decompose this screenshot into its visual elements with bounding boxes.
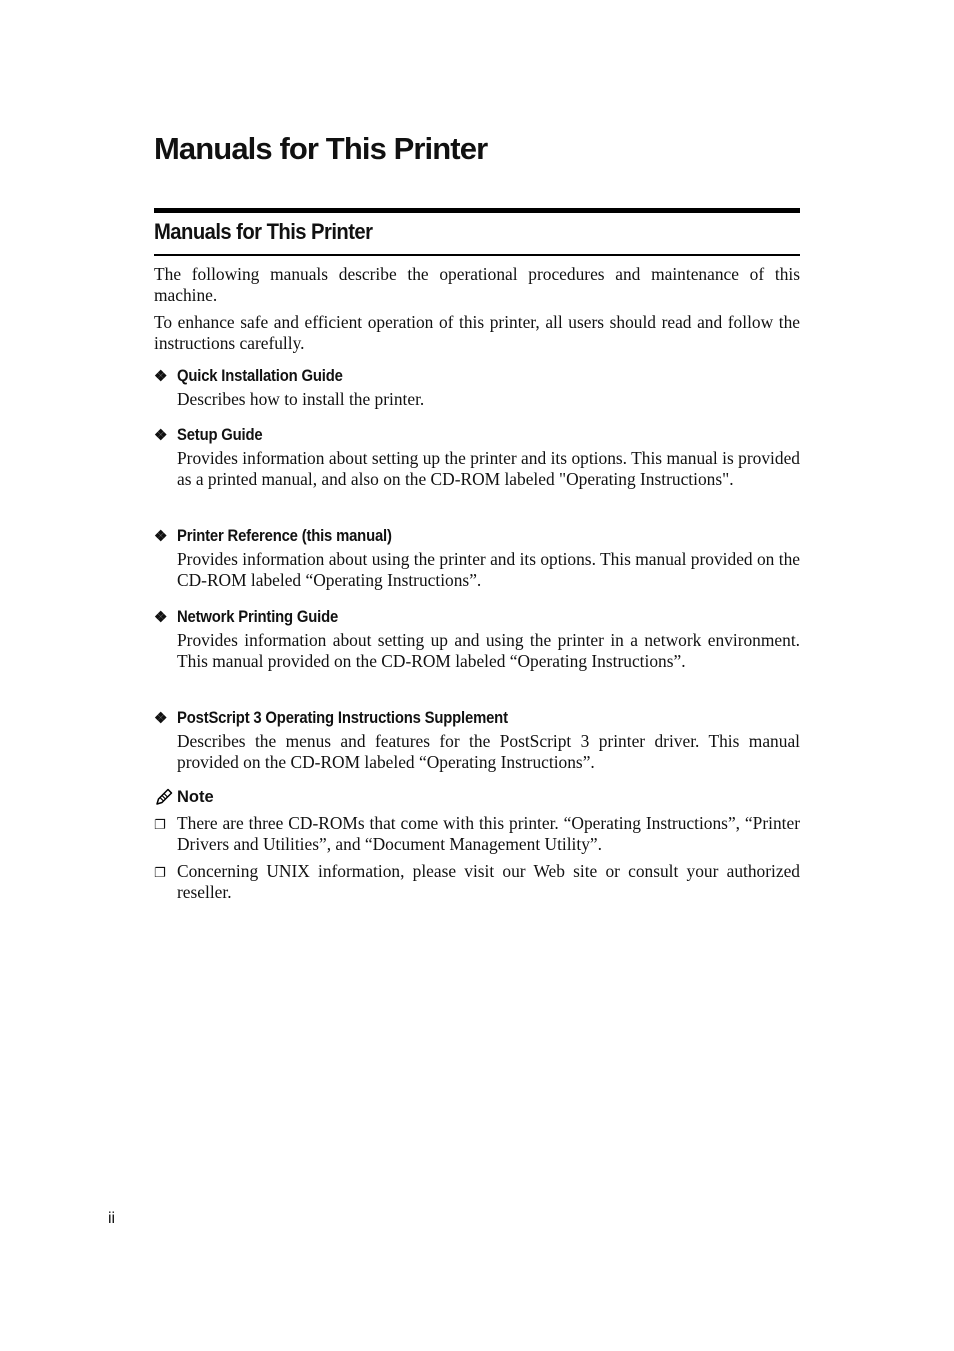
diamond-bullet-icon: ❖ xyxy=(154,368,168,385)
section-rule-thick xyxy=(154,208,800,213)
diamond-bullet-icon: ❖ xyxy=(154,528,168,545)
manual-title: Quick Installation Guide xyxy=(177,367,343,385)
page-title: Manuals for This Printer xyxy=(154,131,488,166)
diamond-bullet-icon: ❖ xyxy=(154,427,168,444)
manual-entry-network-printing xyxy=(154,608,800,672)
note-item xyxy=(154,813,800,855)
intro-paragraph-1: The following manuals describe the operational procedures and maintenance of this machine. xyxy=(154,264,800,305)
section-title: Manuals for This Printer xyxy=(154,219,373,244)
manual-entry-printer-reference xyxy=(154,527,800,591)
manual-description: Describes the menus and features for the PostScript 3 printer driver. This manual provided on the CD-ROM labeled “Operating Instructions”. xyxy=(177,731,800,772)
page-number: ii xyxy=(108,1210,116,1227)
diamond-bullet-icon: ❖ xyxy=(154,609,168,626)
intro-paragraph-2: To enhance safe and efficient operation of this printer, all users should read and follow the instructions carefully. xyxy=(154,312,800,353)
note-heading xyxy=(154,787,214,807)
diamond-bullet-icon: ❖ xyxy=(154,710,168,727)
checkbox-bullet-icon: ❐ xyxy=(154,818,166,833)
note-list xyxy=(154,813,800,909)
manual-entry-quick-installation xyxy=(154,367,800,410)
note-label: Note xyxy=(177,787,214,806)
manual-description: Provides information about setting up the printer and its options. This manual is provided as a printed manual, and also on the CD-ROM labeled "Operating Instructions". xyxy=(177,448,800,489)
manual-entry-setup-guide xyxy=(154,426,800,490)
manual-title: Printer Reference (this manual) xyxy=(177,527,392,545)
manual-title: Network Printing Guide xyxy=(177,608,339,626)
checkbox-bullet-icon: ❐ xyxy=(154,866,166,881)
manual-title: Setup Guide xyxy=(177,426,263,444)
note-text: Concerning UNIX information, please visit our Web site or consult your authorized reseller. xyxy=(177,861,800,902)
note-item xyxy=(154,861,800,903)
manual-description: Describes how to install the printer. xyxy=(177,389,425,409)
manual-title: PostScript 3 Operating Instructions Supplement xyxy=(177,709,508,727)
pencil-icon xyxy=(154,787,174,807)
manual-description: Provides information about using the printer and its options. This manual provided on the CD-ROM labeled “Operating Instructions”. xyxy=(177,549,800,590)
manual-entry-postscript xyxy=(154,709,800,773)
section-rule-thin xyxy=(154,254,800,256)
manual-description: Provides information about setting up and using the printer in a network environment. This manual provided on the CD-ROM labeled “Operating Instructions”. xyxy=(177,630,800,671)
note-text: There are three CD-ROMs that come with this printer. “Operating Instructions”, “Printer Drivers and Utilities”, and “Document Management Utility”. xyxy=(177,813,800,854)
